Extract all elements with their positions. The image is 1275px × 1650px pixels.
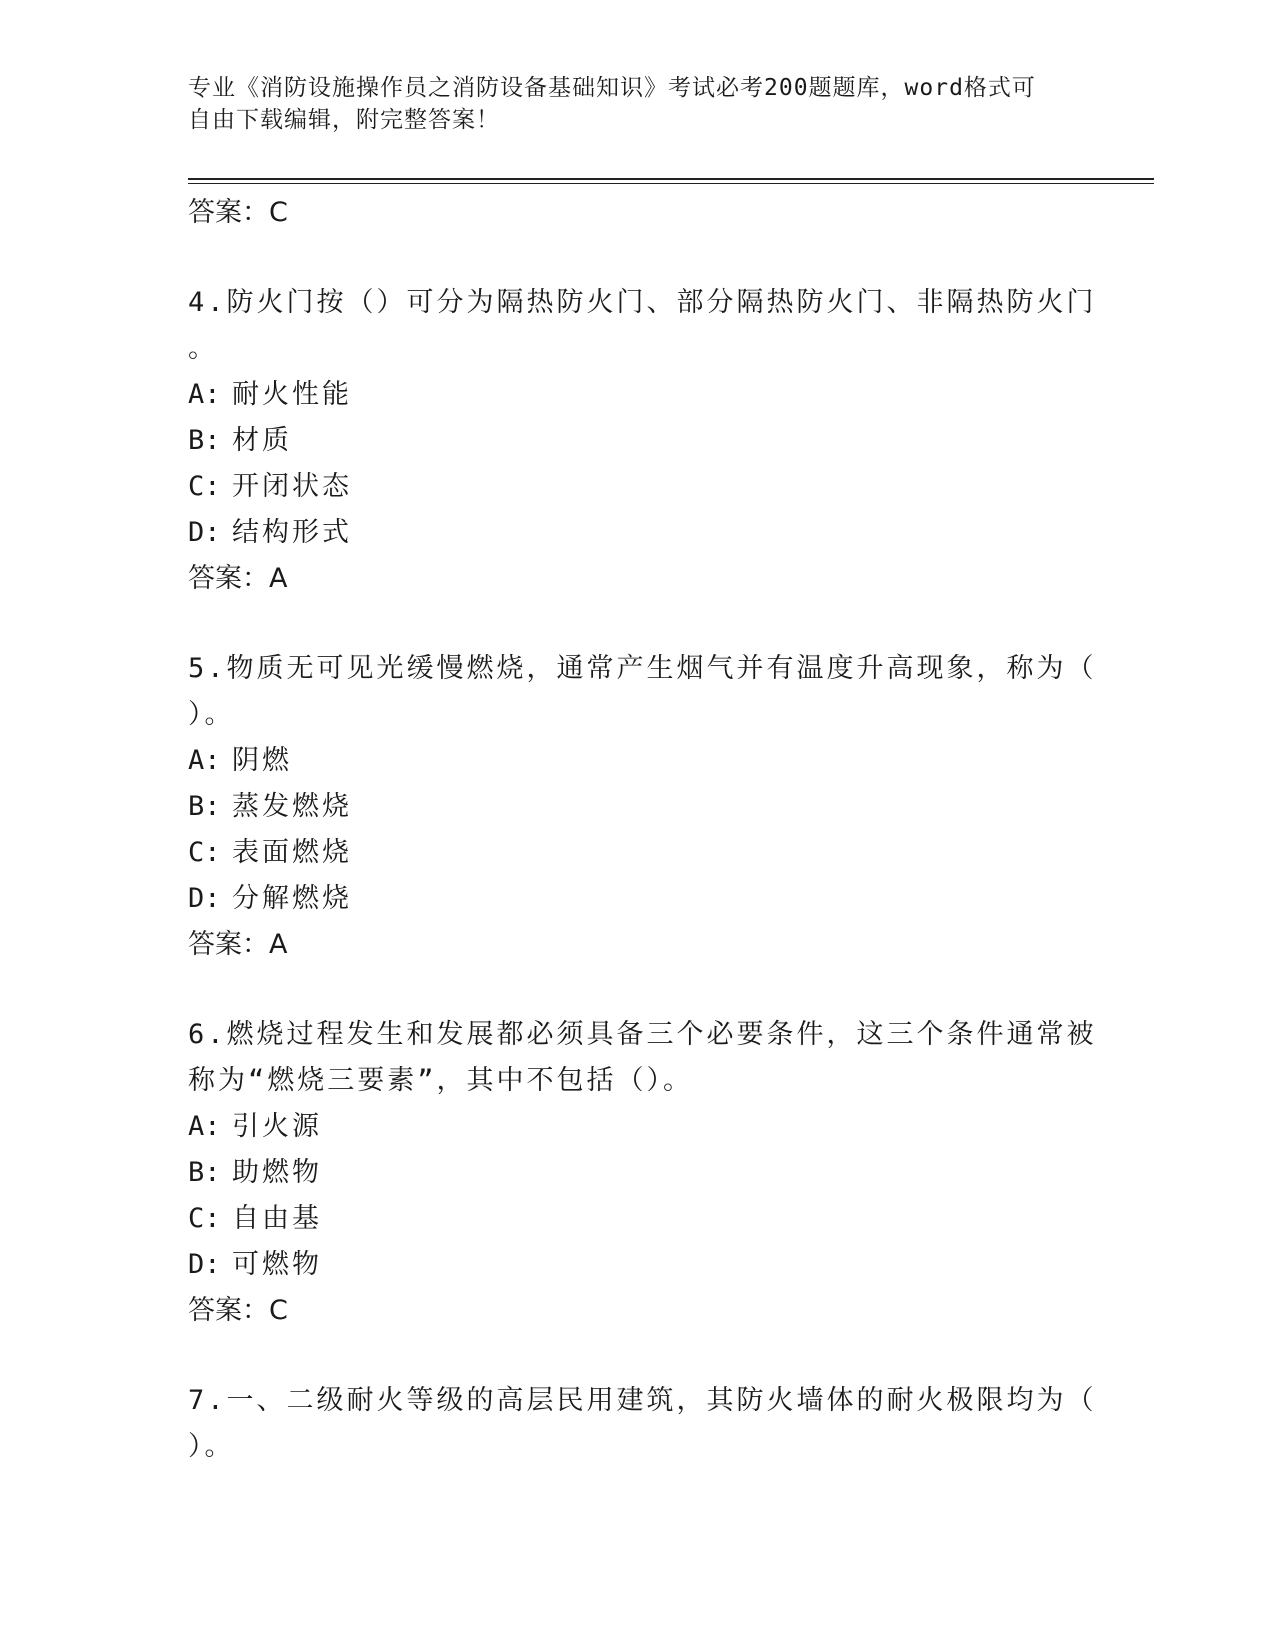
answer-line xyxy=(188,1288,1088,1334)
answer-prefix: 答案： xyxy=(188,563,269,594)
question-list xyxy=(188,190,1097,1470)
option-key: D: xyxy=(188,883,221,914)
header-rule-thin xyxy=(188,183,1154,184)
answer-value: A xyxy=(269,929,288,960)
option-b xyxy=(188,418,1088,464)
option-d xyxy=(188,510,1088,556)
header-line-2: 自由下载编辑，附完整答案！ xyxy=(188,107,500,133)
option-key: C: xyxy=(188,837,221,868)
option-key: A: xyxy=(188,379,221,410)
header-line-1: 专业《消防设施操作员之消防设备基础知识》考试必考200题题库，word格式可 xyxy=(188,75,1036,101)
option-text: 自由基 xyxy=(232,1203,322,1234)
question-text: 7.一、二级耐火等级的高层民用建筑，其防火墙体的耐火极限均为（ xyxy=(188,1385,1097,1416)
question-text: 称为“燃烧三要素”，其中不包括（）。 xyxy=(188,1065,694,1096)
answer-value: C xyxy=(269,1295,288,1326)
question-text: ）。 xyxy=(188,1431,235,1462)
option-c xyxy=(188,464,1088,510)
answer-value: C xyxy=(269,197,288,228)
option-key: C: xyxy=(188,471,221,502)
option-b xyxy=(188,784,1088,830)
question-text: 4.防火门按（）可分为隔热防火门、部分隔热防火门、非隔热防火门 xyxy=(188,287,1097,318)
option-a xyxy=(188,1104,1088,1150)
option-c xyxy=(188,1196,1088,1242)
question-text: 6.燃烧过程发生和发展都必须具备三个必要条件，这三个条件通常被 xyxy=(188,1019,1097,1050)
option-text: 蒸发燃烧 xyxy=(232,791,352,822)
option-d xyxy=(188,1242,1088,1288)
question-text: 5.物质无可见光缓慢燃烧，通常产生烟气并有温度升高现象，称为（ xyxy=(188,653,1097,684)
option-text: 结构形式 xyxy=(232,517,352,548)
answer-line xyxy=(188,190,1088,236)
option-key: A: xyxy=(188,745,221,776)
option-key: D: xyxy=(188,517,221,548)
option-text: 开闭状态 xyxy=(232,471,352,502)
option-a xyxy=(188,738,1088,784)
question-text: ）。 xyxy=(188,699,235,730)
option-text: 分解燃烧 xyxy=(232,883,352,914)
option-key: C: xyxy=(188,1203,221,1234)
option-b xyxy=(188,1150,1088,1196)
option-text: 可燃物 xyxy=(232,1249,322,1280)
option-key: A: xyxy=(188,1111,221,1142)
answer-line xyxy=(188,556,1088,602)
answer-prefix: 答案： xyxy=(188,929,269,960)
option-c xyxy=(188,830,1088,876)
option-text: 阴燃 xyxy=(232,745,292,776)
option-key: B: xyxy=(188,425,221,456)
option-a xyxy=(188,372,1088,418)
option-key: B: xyxy=(188,1157,221,1188)
option-text: 表面燃烧 xyxy=(232,837,352,868)
answer-line xyxy=(188,922,1088,968)
answer-prefix: 答案： xyxy=(188,1295,269,1326)
document-header xyxy=(188,72,1068,136)
option-text: 材质 xyxy=(232,425,292,456)
question-text: 。 xyxy=(188,333,218,364)
option-key: B: xyxy=(188,791,221,822)
header-rule-thick xyxy=(188,178,1154,180)
option-key: D: xyxy=(188,1249,221,1280)
option-text: 助燃物 xyxy=(232,1157,322,1188)
option-text: 引火源 xyxy=(232,1111,322,1142)
answer-prefix: 答案： xyxy=(188,197,269,228)
option-d xyxy=(188,876,1088,922)
option-text: 耐火性能 xyxy=(232,379,352,410)
answer-value: A xyxy=(269,563,288,594)
